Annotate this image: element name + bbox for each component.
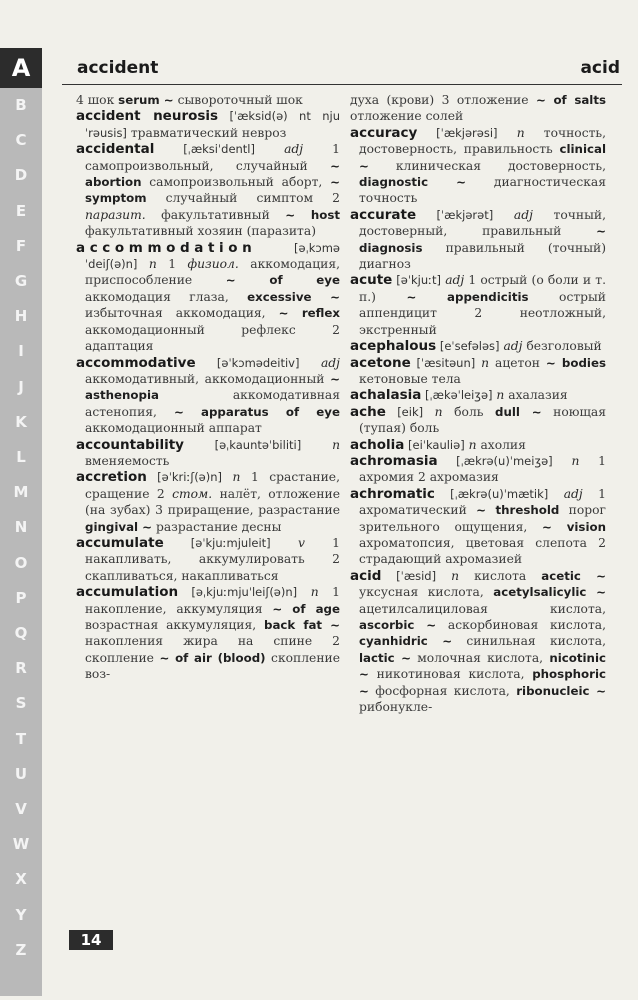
index-tab-z: Z <box>15 940 27 959</box>
collocation: cyanhidric ~ <box>359 634 453 649</box>
translation: аккомодативный, аккомодационный <box>85 371 331 386</box>
index-tab-s: S <box>15 694 27 713</box>
headword: accountability <box>76 436 184 453</box>
translation: правильный (точный) диагноз <box>359 240 606 272</box>
translation: духа (крови) 3 отложение <box>350 93 536 107</box>
transcription: [ˌæksiˈdentl] <box>154 142 255 157</box>
headword: acephalous <box>350 338 437 355</box>
collocation: ~ of salts <box>535 93 607 107</box>
collocation: clinical ~ <box>359 142 606 173</box>
translation: разрастание десны <box>152 519 282 534</box>
translation: боль <box>442 404 496 419</box>
transcription: [ˌækəˈleiʒə] <box>421 388 493 403</box>
grammar-label: adj <box>499 339 523 354</box>
headword: acid <box>350 567 382 584</box>
dictionary-entry <box>350 486 606 568</box>
dictionary-entry <box>350 338 606 354</box>
transcription: [əˈkriːʃ(ə)n] <box>146 470 223 485</box>
collocation: ribonucleic ~ <box>516 683 606 698</box>
translation: кетоновые тела <box>359 371 461 386</box>
collocation: ~ vision <box>541 519 606 534</box>
collocation: ~ asthenopia <box>85 371 340 403</box>
translation: отложение солей <box>350 109 464 124</box>
dictionary-entry <box>350 125 606 207</box>
grammar-label: v <box>270 535 305 550</box>
transcription: [eˈsefələs] <box>436 339 500 354</box>
transcription: [əˌkɔməˈdeiʃ(ə)n] <box>85 240 340 272</box>
headword: accuracy <box>350 124 418 141</box>
translation: факультативный хозяин (паразита) <box>85 224 316 239</box>
collocation: lactic ~ <box>359 650 411 665</box>
collocation: ~ apparatus of eye <box>173 404 340 419</box>
dictionary-entry <box>350 568 606 716</box>
translation: аккомодация, приспособление <box>85 257 340 288</box>
grammar-label: adj <box>255 142 304 157</box>
index-tab-m: M <box>13 483 29 502</box>
translation: 1 накапливать, аккумулировать 2 скапливаться, накапливаться <box>85 535 341 583</box>
headword: accident neurosis <box>76 108 219 125</box>
grammar-label: n <box>552 453 580 468</box>
headword: accommodative <box>76 354 196 371</box>
collocation: ~ of air (blood) <box>159 650 266 665</box>
grammar-label: n <box>475 355 490 370</box>
translation: ацетон <box>489 355 546 370</box>
headword: accommodation <box>76 239 257 256</box>
dictionary-entry <box>76 584 340 682</box>
header-rule <box>62 84 622 85</box>
collocation: ~ diagnosis <box>359 224 606 255</box>
transcription: [eiˈkauliə] <box>404 437 465 452</box>
collocation: phosphoric ~ <box>359 667 606 698</box>
translation: аккомодативная астенопия, <box>85 388 340 419</box>
translation: точность, достоверность, правильность <box>359 125 606 157</box>
index-tab-u: U <box>14 764 28 783</box>
translation: синильная кислота, <box>452 634 606 649</box>
index-tab-d: D <box>14 166 28 185</box>
collocation: acetylsalicylic ~ <box>493 585 606 600</box>
page-number: 14 <box>69 930 113 950</box>
translation: аккомодационный аппарат <box>85 421 262 436</box>
translation: 1 ахроматический <box>359 486 606 518</box>
index-tab-h: H <box>14 307 28 326</box>
index-tab-o: O <box>14 553 28 572</box>
grammar-label: физиол. <box>187 257 239 272</box>
translation: скопление воз- <box>85 650 340 682</box>
transcription: [əˈkɔmədeitiv] <box>195 355 300 370</box>
dictionary-entry <box>76 469 340 535</box>
index-tab-c: C <box>15 131 27 150</box>
index-tab-r: R <box>15 659 27 678</box>
index-tab-l: L <box>16 448 26 466</box>
headword: accurate <box>350 206 417 223</box>
dictionary-entry <box>76 108 340 141</box>
dictionary-entry <box>350 387 606 403</box>
running-head-left: accident <box>77 58 159 78</box>
translation: избыточная аккомодация, <box>85 306 279 321</box>
collocation: dull ~ <box>495 404 542 419</box>
transcription: [ˈæsitəun] <box>410 355 476 370</box>
index-tab-k: K <box>15 412 27 431</box>
headword: achalasia <box>350 387 422 404</box>
dictionary-entry <box>76 535 340 584</box>
translation: 1 срастание, сращение 2 <box>85 470 340 501</box>
transcription: [ˈækjərət] <box>416 207 494 222</box>
translation: 4 шок <box>76 93 119 107</box>
translation: ноющая (тупая) боль <box>359 404 606 436</box>
right-column <box>350 92 606 715</box>
grammar-label: n <box>492 388 505 403</box>
transcription: [əˌkauntəˈbiliti] <box>183 437 302 452</box>
collocation: ~ reflex <box>278 306 341 321</box>
collocation: excessive ~ <box>247 289 340 304</box>
headword: accretion <box>76 469 147 486</box>
translation: ацетилсалициловая кислота, <box>359 601 606 616</box>
headword: achromasia <box>350 452 438 469</box>
dictionary-entry <box>76 437 340 470</box>
index-tab-v: V <box>15 800 27 818</box>
collocation: ~ threshold <box>476 503 560 518</box>
dictionary-entry <box>76 92 340 108</box>
transcription: [ˌækrə(u)ˈmeiʒə] <box>437 453 553 468</box>
headword: acholia <box>350 436 405 453</box>
grammar-label: adj <box>493 207 533 222</box>
transcription: [əˈkjuːt] <box>392 273 442 288</box>
transcription: [ˈækjərəsi] <box>417 125 498 140</box>
translation: клиническая достоверность, <box>368 158 606 173</box>
index-tab-e: E <box>15 201 27 220</box>
headword: acetone <box>350 354 411 371</box>
grammar-label: adj <box>299 355 340 370</box>
index-tab-y: Y <box>15 905 27 924</box>
translation: факультативный <box>145 207 286 222</box>
translation: диагностическая точность <box>359 175 606 206</box>
collocation: ~ host <box>285 207 341 222</box>
collocation: ~ symptom <box>85 175 340 206</box>
collocation: back fat ~ <box>264 618 340 632</box>
collocation: nicotinic ~ <box>359 650 606 682</box>
transcription: [əˈkjuːmjuleit] <box>163 535 271 550</box>
translation: аккомодационный рефлекс 2 адаптация <box>85 322 340 354</box>
translation: ахроматопсия, цветовая слепота 2 страдающий ахромазией <box>359 535 606 567</box>
index-tab-q: Q <box>14 624 28 642</box>
translation: ахалазия <box>504 388 568 403</box>
grammar-label: n <box>436 568 460 583</box>
translation: аккомодация глаза, <box>85 289 248 304</box>
translation: 1 острый (о боли и т. п.) <box>359 273 606 304</box>
collocation: ~ bodies <box>545 355 606 370</box>
transcription: [eik] <box>385 404 424 419</box>
index-tab-x: X <box>15 870 27 889</box>
index-tab-w: W <box>12 835 30 854</box>
dictionary-entry <box>350 207 606 273</box>
index-tab-f: F <box>15 236 27 255</box>
headword: accidental <box>76 141 155 158</box>
headword: achromatic <box>350 485 435 502</box>
translation: 1 ахромия 2 ахромазия <box>359 453 606 485</box>
grammar-label: n <box>423 404 443 419</box>
transcription: [əˌkjuːmjuˈleiʃ(ə)n] <box>178 585 298 600</box>
collocation: acetic ~ <box>541 568 606 583</box>
grammar-label: n <box>137 257 157 272</box>
headword: accumulate <box>76 534 164 551</box>
grammar-label: n <box>497 125 525 140</box>
index-tab-t: T <box>15 729 27 748</box>
index-tab-j: J <box>18 377 24 396</box>
translation: 1 самопроизвольный, случайный <box>85 142 340 173</box>
translation: безголовый <box>522 339 602 354</box>
translation: случайный симптом 2 <box>146 191 340 206</box>
translation: аскорбиновая кислота, <box>436 618 606 632</box>
translation: фосфорная кислота, <box>368 683 517 698</box>
collocation: ascorbic ~ <box>359 618 437 632</box>
transcription: [ˈæsid] <box>381 568 437 583</box>
dictionary-entry <box>350 272 606 338</box>
grammar-label: n <box>301 437 340 452</box>
dictionary-entry <box>350 453 606 486</box>
translation: молочная кислота, <box>411 650 550 665</box>
translation: уксусная кислота, <box>359 585 494 600</box>
transcription: [ˈæksid(ə) nt njuˈrəusis] <box>85 109 341 140</box>
headword: acute <box>350 272 393 289</box>
index-tab-b: B <box>15 96 27 114</box>
translation: сывороточный шок <box>173 93 303 107</box>
translation: 1 <box>156 257 188 272</box>
translation: вменяемость <box>85 453 170 468</box>
collocation: ~ appendicitis <box>406 289 529 304</box>
dictionary-entry <box>350 404 606 437</box>
collocation: ~ abortion <box>85 158 340 190</box>
grammar-label: n <box>222 470 241 485</box>
translation: травматический невроз <box>126 125 287 140</box>
translation: 1 накопление, аккумуляция <box>85 585 340 616</box>
index-tab-g: G <box>14 272 28 290</box>
dictionary-entry <box>76 240 340 355</box>
dictionary-entry <box>350 92 606 125</box>
index-tab-i: I <box>18 342 24 361</box>
translation: острый аппендицит 2 неотложный, экстренный <box>359 289 607 337</box>
grammar-label: паразит. <box>85 207 146 222</box>
dictionary-entry <box>350 355 606 388</box>
grammar-label: n <box>464 437 477 452</box>
dictionary-entry <box>76 141 340 239</box>
translation: точный, достоверный, правильный <box>359 207 606 239</box>
grammar-label: adj <box>441 273 465 288</box>
dictionary-entry <box>350 437 606 453</box>
index-tab-a: A <box>0 48 42 88</box>
grammar-label: n <box>297 585 319 600</box>
translation: налёт, отложение (на зубах) 3 приращение, разрастание <box>85 486 340 518</box>
translation: рибонукле- <box>359 700 433 715</box>
translation: накопления жира на спине 2 скопление <box>85 634 340 665</box>
collocation: gingival ~ <box>85 519 153 534</box>
collocation: ~ of eye <box>225 273 340 288</box>
grammar-label: adj <box>548 486 583 501</box>
transcription: [ˌækrə(u)ˈmætik] <box>434 486 549 501</box>
index-tab-p: P <box>15 588 27 607</box>
collocation: ~ of age <box>272 601 340 616</box>
running-head-right: acid <box>580 58 620 78</box>
collocation: serum ~ <box>118 93 174 107</box>
translation: никотиновая кислота, <box>368 667 533 682</box>
translation: возрастная аккумуляция, <box>85 618 265 632</box>
left-column <box>76 92 340 683</box>
translation: ахолия <box>476 437 526 452</box>
index-tab-n: N <box>14 518 28 537</box>
collocation: diagnostic ~ <box>359 175 467 190</box>
translation: кислота <box>459 568 542 583</box>
translation: порог зрительного ощущения, <box>359 503 606 534</box>
translation: самопроизвольный аборт, <box>141 175 331 190</box>
dictionary-entry <box>76 355 340 437</box>
grammar-label: стом. <box>172 486 213 501</box>
headword: ache <box>350 403 386 420</box>
headword: accumulation <box>76 584 179 601</box>
